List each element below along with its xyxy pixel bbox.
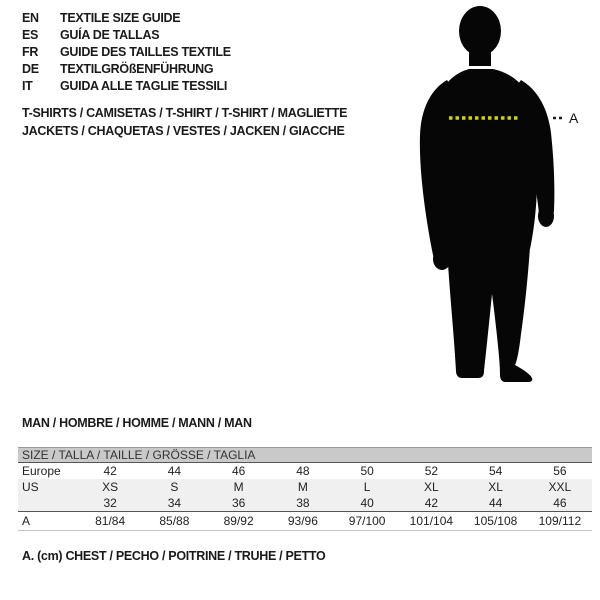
size-table-cell: 44 (488, 496, 503, 510)
language-code: EN (22, 11, 39, 25)
size-table-cell: M (297, 480, 308, 494)
size-table-row (18, 511, 592, 531)
size-table-cell: 101/104 (409, 514, 454, 528)
silhouette-svg (415, 4, 585, 384)
size-table-row (18, 495, 592, 511)
measurement-footnote: A. (cm) CHEST / PECHO / POITRINE / TRUHE / PETTO (22, 549, 326, 563)
guide-title: GUÍA DE TALLAS (60, 28, 160, 42)
size-table-cell: 34 (167, 496, 182, 510)
size-table-cell: 42 (424, 496, 439, 510)
language-row-es (22, 27, 231, 44)
size-table-cell: XS (102, 480, 119, 494)
language-title-list (22, 10, 231, 95)
size-table-cell: 44 (167, 464, 182, 478)
man-silhouette-figure (415, 4, 585, 384)
size-table-row-label: Europe (22, 464, 61, 478)
size-table-cell: 48 (296, 464, 310, 478)
size-table-cell: XL (488, 480, 503, 494)
guide-title: GUIDE DES TAILLES TEXTILE (60, 45, 231, 59)
category-tshirts: T-SHIRTS / CAMISETAS / T-SHIRT / T-SHIRT / MAGLIETTE (22, 106, 348, 120)
size-table-cell: 50 (360, 464, 374, 478)
size-table-cell: M (233, 480, 244, 494)
size-table-cell: 42 (103, 464, 117, 478)
size-table-cell: L (363, 480, 371, 494)
size-table-cell: 32 (103, 496, 117, 510)
size-table (18, 447, 592, 531)
guide-title: TEXTILE SIZE GUIDE (60, 11, 181, 25)
size-table-cell: 81/84 (95, 514, 126, 528)
guide-title: TEXTILGRÖßENFÜHRUNG (60, 62, 214, 76)
size-table-body (18, 463, 592, 531)
size-table-row (18, 463, 592, 479)
size-table-cell: 36 (231, 496, 246, 510)
language-row-de (22, 61, 231, 78)
size-table-cell: 38 (296, 496, 310, 510)
silhouette-right-hand (538, 205, 554, 227)
guide-title: GUIDA ALLE TAGLIE TESSILI (60, 79, 228, 93)
size-table-cell: 52 (424, 464, 439, 478)
category-jackets: JACKETS / CHAQUETAS / VESTES / JACKEN / GIACCHE (22, 124, 345, 138)
size-table-cell: 97/100 (348, 514, 386, 528)
size-table-cell: 56 (553, 464, 567, 478)
size-table-cell: 105/108 (473, 514, 518, 528)
size-table-cell: S (170, 480, 179, 494)
size-table-cell: 93/96 (287, 514, 318, 528)
silhouette-neck (469, 48, 491, 66)
size-table-cell: XXL (548, 480, 572, 494)
size-table-cell: 85/88 (159, 514, 190, 528)
size-table-row-label (18, 495, 78, 511)
size-table-row-label: US (22, 480, 39, 494)
size-table-cell: 54 (488, 464, 503, 478)
size-table-cell: 46 (553, 496, 567, 510)
size-table-cell: 89/92 (223, 514, 254, 528)
size-table-cell: XL (424, 480, 439, 494)
size-table-header: SIZE / TALLA / TAILLE / GRÖSSE / TAGLIA (18, 447, 592, 463)
language-row-en (22, 10, 231, 27)
measure-label-a: A (569, 110, 579, 126)
silhouette-legs (447, 247, 532, 382)
language-code: DE (22, 62, 39, 76)
language-code: FR (22, 45, 39, 59)
size-table-cell: 46 (231, 464, 246, 478)
language-code: ES (22, 28, 39, 42)
size-table-row-label: A (22, 514, 31, 528)
man-silhouette (420, 6, 555, 382)
language-row-fr (22, 44, 231, 61)
size-table-cell: 109/112 (538, 514, 582, 528)
language-row-it (22, 78, 231, 95)
size-table-row (18, 479, 592, 495)
language-code: IT (22, 79, 33, 93)
gender-heading: MAN / HOMBRE / HOMME / MANN / MAN (22, 416, 252, 430)
size-table-cell: 40 (360, 496, 374, 510)
garment-categories (22, 104, 347, 140)
